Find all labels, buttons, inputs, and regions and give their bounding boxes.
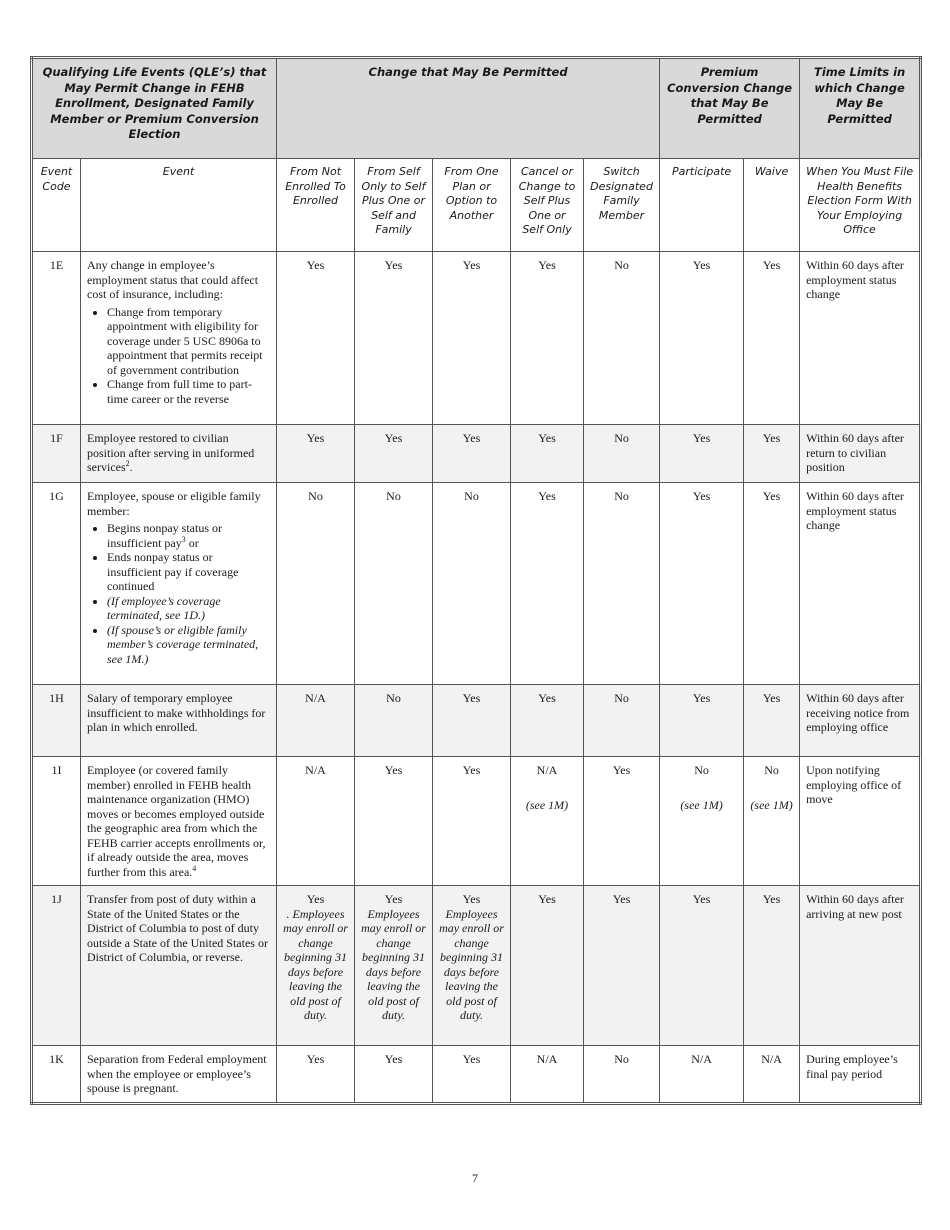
cell-note: (see 1M) bbox=[680, 797, 723, 812]
event-bullets bbox=[87, 305, 270, 407]
cell-time-limit: Within 60 days after arriving at new post bbox=[800, 886, 921, 1046]
cell-one-plan: Yes bbox=[433, 252, 511, 425]
header-change: Change that May Be Permitted bbox=[277, 58, 660, 159]
cell-not-enrolled: N/A bbox=[277, 685, 355, 757]
cell-note: . Employees may enroll or change beginning 31 days before leaving the old post of duty. bbox=[283, 906, 348, 1022]
cell-participate bbox=[660, 757, 744, 886]
event-bullets bbox=[87, 521, 270, 666]
cell-cancel: Yes bbox=[511, 425, 584, 483]
event-bullet: • Change from full time to part-time career or the reverse bbox=[107, 377, 270, 406]
cell-self-only: No bbox=[355, 483, 433, 685]
cell-value: No bbox=[764, 763, 779, 777]
event-code: 1E bbox=[32, 252, 81, 425]
event-bullet: • Change from temporary appointment with eligibility for coverage under 5 USC 8906a to appointment that permits receipt of government contribution bbox=[107, 305, 270, 378]
cell-participate: Yes bbox=[660, 685, 744, 757]
document-page bbox=[30, 56, 919, 1105]
cell-participate: Yes bbox=[660, 483, 744, 685]
event-bullet: • (If employee’s coverage terminated, see 1D.) bbox=[107, 594, 270, 623]
footnote-ref: 4 bbox=[192, 863, 197, 873]
header-time-limits: Time Limits in which Change May Be Permitted bbox=[800, 58, 921, 159]
cell-self-only: No bbox=[355, 685, 433, 757]
event-intro: Employee, spouse or eligible family member: bbox=[87, 489, 261, 518]
event-description bbox=[81, 425, 277, 483]
cell-note: Employees may enroll or change beginning 31 days before leaving the old post of duty. bbox=[361, 906, 426, 1022]
bullet-text-end: or bbox=[185, 535, 199, 550]
cell-not-enrolled: Yes bbox=[277, 425, 355, 483]
subheader-event: Event bbox=[81, 159, 277, 252]
event-code: 1J bbox=[32, 886, 81, 1046]
cell-one-plan bbox=[433, 886, 511, 1046]
event-code: 1I bbox=[32, 757, 81, 886]
event-description: Separation from Federal employment when the employee or employee’s spouse is pregnant. bbox=[81, 1046, 277, 1104]
cell-not-enrolled: No bbox=[277, 483, 355, 685]
subheader-not-enrolled: From Not Enrolled To Enrolled bbox=[277, 159, 355, 252]
subheader-when: When You Must File Health Benefits Election Form With Your Employing Office bbox=[800, 159, 921, 252]
event-description bbox=[81, 757, 277, 886]
event-bullet bbox=[107, 521, 270, 550]
cell-value: Yes bbox=[306, 892, 325, 906]
table-row-1H bbox=[32, 685, 921, 757]
event-text: Employee restored to civilian position after serving in uniformed services bbox=[87, 431, 255, 474]
subheader-participate: Participate bbox=[660, 159, 744, 252]
cell-switch: No bbox=[584, 425, 660, 483]
cell-time-limit: Within 60 days after receiving notice from employing office bbox=[800, 685, 921, 757]
cell-one-plan: No bbox=[433, 483, 511, 685]
cell-value: No bbox=[694, 763, 709, 777]
cell-cancel: Yes bbox=[511, 483, 584, 685]
subheader-waive: Waive bbox=[744, 159, 800, 252]
cell-cancel: Yes bbox=[511, 252, 584, 425]
header-premium: Premium Conversion Change that May Be Permitted bbox=[660, 58, 800, 159]
event-description: Transfer from post of duty within a State of the United States or the District of Columbia to post of duty outside a State of the United States or District of Columbia, or reverse. bbox=[81, 886, 277, 1046]
event-description: Salary of temporary employee insufficient to make withholdings for plan in which enrolled. bbox=[81, 685, 277, 757]
cell-self-only: Yes bbox=[355, 425, 433, 483]
event-description bbox=[81, 483, 277, 685]
cell-cancel bbox=[511, 757, 584, 886]
cell-self-only: Yes bbox=[355, 252, 433, 425]
cell-note: (see 1M) bbox=[525, 797, 569, 812]
cell-value: Yes bbox=[384, 892, 403, 906]
cell-waive: Yes bbox=[744, 425, 800, 483]
header-qle: Qualifying Life Events (QLE’s) that May Permit Change in FEHB Enrollment, Designated Family Member or Premium Conversion Election bbox=[32, 58, 277, 159]
cell-waive: Yes bbox=[744, 252, 800, 425]
cell-cancel: Yes bbox=[511, 886, 584, 1046]
event-intro: Any change in employee’s employment status that could affect cost of insurance, including: bbox=[87, 258, 259, 301]
event-text-end: . bbox=[129, 460, 133, 474]
cell-self-only: Yes bbox=[355, 757, 433, 886]
cell-one-plan: Yes bbox=[433, 685, 511, 757]
table-row-1K bbox=[32, 1046, 921, 1104]
table-header-row bbox=[32, 58, 921, 159]
cell-switch: No bbox=[584, 1046, 660, 1104]
event-code: 1K bbox=[32, 1046, 81, 1104]
cell-participate: Yes bbox=[660, 886, 744, 1046]
cell-time-limit: During employee’s final pay period bbox=[800, 1046, 921, 1104]
page-number: 7 bbox=[472, 1171, 478, 1185]
cell-cancel: N/A bbox=[511, 1046, 584, 1104]
event-description bbox=[81, 252, 277, 425]
cell-waive: Yes bbox=[744, 483, 800, 685]
event-code: 1G bbox=[32, 483, 81, 685]
cell-value: Yes bbox=[462, 892, 481, 906]
cell-note: (see 1M) bbox=[750, 797, 793, 812]
event-bullet: • (If spouse’s or eligible family member’s coverage terminated, see 1M.) bbox=[107, 623, 270, 667]
table-row-1J bbox=[32, 886, 921, 1046]
cell-switch: No bbox=[584, 483, 660, 685]
cell-one-plan: Yes bbox=[433, 425, 511, 483]
table-row-1G bbox=[32, 483, 921, 685]
bullet-text: Begins nonpay status or insufficient pay bbox=[107, 521, 222, 550]
event-code: 1H bbox=[32, 685, 81, 757]
cell-time-limit: Upon notifying employing office of move bbox=[800, 757, 921, 886]
cell-participate: N/A bbox=[660, 1046, 744, 1104]
subheader-cancel: Cancel or Change to Self Plus One or Self Only bbox=[511, 159, 584, 252]
cell-waive bbox=[744, 757, 800, 886]
footnote-ref: 2 bbox=[125, 459, 130, 468]
cell-not-enrolled: Yes bbox=[277, 252, 355, 425]
cell-switch: Yes bbox=[584, 757, 660, 886]
table-row-1I bbox=[32, 757, 921, 886]
qle-table bbox=[30, 56, 922, 1105]
cell-cancel: Yes bbox=[511, 685, 584, 757]
cell-participate: Yes bbox=[660, 252, 744, 425]
event-code: 1F bbox=[32, 425, 81, 483]
cell-time-limit: Within 60 days after employment status change bbox=[800, 483, 921, 685]
subheader-switch: Switch Designated Family Member bbox=[584, 159, 660, 252]
subheader-self-only: From Self Only to Self Plus One or Self and Family bbox=[355, 159, 433, 252]
table-row-1E bbox=[32, 252, 921, 425]
cell-not-enrolled: Yes bbox=[277, 1046, 355, 1104]
cell-time-limit: Within 60 days after return to civilian position bbox=[800, 425, 921, 483]
cell-self-only: Yes bbox=[355, 1046, 433, 1104]
cell-switch: Yes bbox=[584, 886, 660, 1046]
footnote-ref: 3 bbox=[181, 534, 186, 544]
event-bullet: • Ends nonpay status or insufficient pay if coverage continued bbox=[107, 550, 270, 594]
subheader-event-code: Event Code bbox=[32, 159, 81, 252]
cell-one-plan: Yes bbox=[433, 757, 511, 886]
cell-time-limit: Within 60 days after employment status change bbox=[800, 252, 921, 425]
cell-not-enrolled: N/A bbox=[277, 757, 355, 886]
table-row-1F bbox=[32, 425, 921, 483]
cell-switch: No bbox=[584, 685, 660, 757]
cell-waive: Yes bbox=[744, 685, 800, 757]
cell-waive: N/A bbox=[744, 1046, 800, 1104]
cell-note: Employees may enroll or change beginning 31 days before leaving the old post of duty. bbox=[439, 906, 504, 1022]
subheader-one-plan: From One Plan or Option to Another bbox=[433, 159, 511, 252]
cell-value: N/A bbox=[536, 763, 558, 777]
cell-participate: Yes bbox=[660, 425, 744, 483]
event-text: Employee (or covered family member) enrolled in FEHB health maintenance organization (HMO) moves or becomes employed outside the geographic area from which the FEHB carrier accepts enrollments or, if already outside the area, moves further from this area. bbox=[87, 763, 266, 879]
cell-one-plan: Yes bbox=[433, 1046, 511, 1104]
table-subheader-row bbox=[32, 159, 921, 252]
cell-switch: No bbox=[584, 252, 660, 425]
cell-self-only bbox=[355, 886, 433, 1046]
cell-not-enrolled bbox=[277, 886, 355, 1046]
cell-waive: Yes bbox=[744, 886, 800, 1046]
